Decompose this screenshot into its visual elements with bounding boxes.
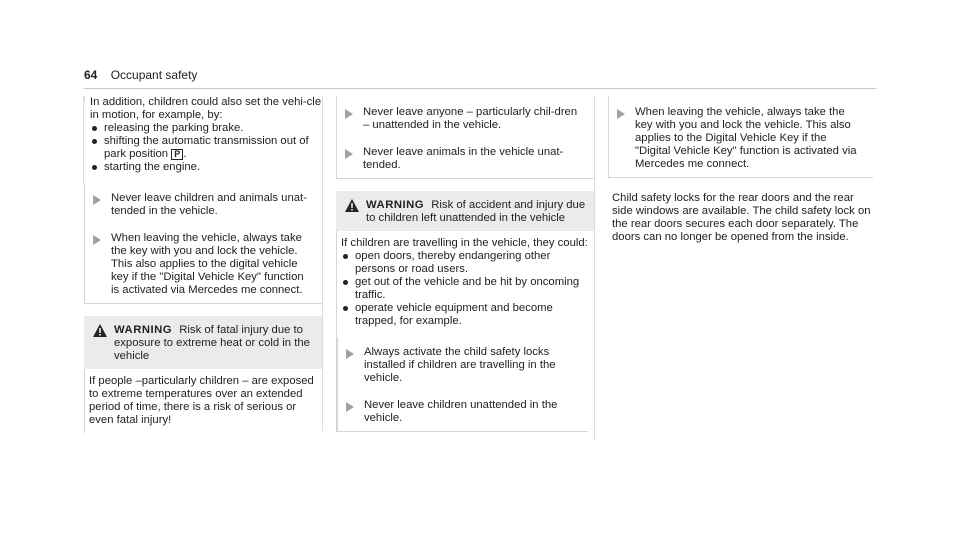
child-safety-paragraph: Child safety locks for the rear doors and the rear side windows are available. The child safety lock on the rear doors secures each door separately. The doors can no longer be opened from the inside. [612,192,871,243]
intro-paragraph: In addition, children could also set the vehi-cle in motion, for example, by: [90,96,322,121]
header-divider [84,88,876,89]
bullet-icon [92,126,97,131]
note-box: When leaving the vehicle, always take the key with you and lock the vehicle. This also applies to the Digital Vehicle Key if the "Digital Vehicle Key" function is activated via Mercedes me connect. [608,96,873,178]
warning-body: If people –particularly children – are exposed to extreme temperatures over an extended period of time, there is a risk of serious or even fatal injury! [84,369,322,433]
warning-triangle-icon [93,324,107,337]
warning-header [84,316,322,369]
warning-box [84,316,322,433]
note-arrow-icon [346,402,354,412]
column-divider [322,96,323,431]
note-arrow-icon [93,235,101,245]
warning-title: WARNING [366,199,425,211]
note-arrow-icon [617,109,625,119]
note-box: Never leave animals in the vehicle unat-tended. [336,138,594,179]
note-arrow-icon [93,195,101,205]
column-1 [84,96,322,433]
warning-header [336,191,594,231]
note-box: Never leave children unattended in the vehicle. [337,391,588,432]
list-item: starting the engine. [104,161,322,174]
warning-body: If children are travelling in the vehicle, they could: open doors, thereby endangering other persons or road users. get out of the vehicle and be hit by oncoming traffic. operate vehicle equipment and become trapped, for example. Always activate the child safety locks installed if children are travelling in the vehicle. Never leave children unattended in the vehicle. [336,231,594,432]
list-item: get out of the vehicle and be hit by oncoming traffic. [355,276,588,302]
column-3 [608,96,873,244]
bullet-icon [343,306,348,311]
bullet-list [90,122,322,174]
list-item: shifting the automatic transmission out of park position P . [104,135,322,161]
list-item: operate vehicle equipment and become trapped, for example. [355,302,588,328]
note-box: When leaving the vehicle, always take the key with you and lock the vehicle. This also applies to the digital vehicle key if the "Digital Vehicle Key" function is activated via Mercedes me connect. [84,224,322,304]
bullet-icon [92,165,97,170]
warning-box [336,191,594,432]
note-box: Always activate the child safety locks installed if children are travelling in the vehicle. [337,338,588,391]
bullet-list [341,250,588,328]
note-box: Never leave anyone – particularly chil-dren – unattended in the vehicle. [336,96,594,138]
note-arrow-icon [346,349,354,359]
column-divider [594,96,595,441]
note-arrow-icon [345,149,353,159]
warning-title: WARNING [114,324,173,336]
note-arrow-icon [345,109,353,119]
list-item: releasing the parking brake. [104,122,322,135]
page-number: 64 [84,68,98,82]
bullet-icon [343,254,348,259]
warning-triangle-icon [345,199,359,212]
page-header [84,68,197,82]
bullet-icon [92,139,97,144]
park-position-icon: P [171,149,183,160]
section-title: Occupant safety [110,68,198,82]
note-box: Never leave children and animals unat-tended in the vehicle. [84,184,322,224]
bullet-icon [343,280,348,285]
warning-heading: Risk of accident and injury due to children left unattended in the vehicle [366,199,586,224]
column-2 [336,96,594,432]
warning-heading: Risk of fatal injury due to exposure to extreme heat or cold in the vehicle [114,324,310,362]
list-item: open doors, thereby endangering other persons or road users. [355,250,588,276]
